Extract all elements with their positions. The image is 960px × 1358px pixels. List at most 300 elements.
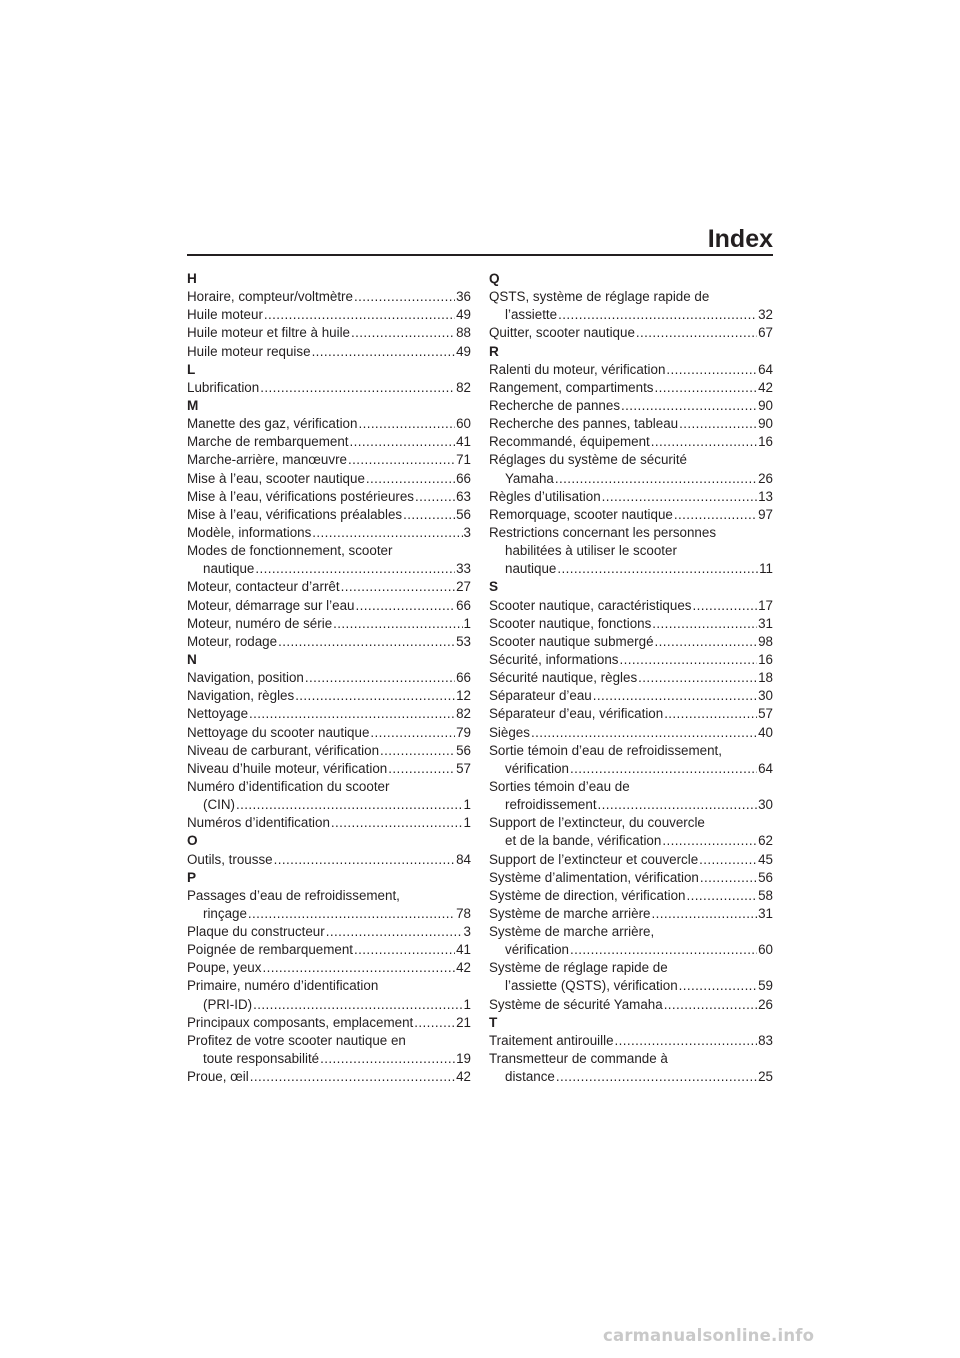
dot-leader xyxy=(354,288,455,306)
page-number: 11 xyxy=(759,561,773,577)
page-number: 56 xyxy=(758,869,773,885)
entry-label: Recherche de pannes xyxy=(489,397,621,413)
index-entry xyxy=(489,415,773,433)
entry-label: Support de l’extincteur et couvercle xyxy=(489,851,699,867)
index-entry xyxy=(187,724,471,742)
index-entry xyxy=(187,379,471,397)
dot-leader xyxy=(638,669,757,687)
dot-leader xyxy=(662,832,757,850)
entry-label: Modèle, informations xyxy=(187,524,312,540)
index-entry xyxy=(187,814,471,832)
entry-label: Scooter nautique, fonctions xyxy=(489,615,652,631)
index-entry xyxy=(489,361,773,379)
entry-label: Profitez de votre scooter nautique en xyxy=(187,1032,406,1048)
dot-leader xyxy=(666,361,757,379)
page-number: 31 xyxy=(758,615,773,631)
dot-leader xyxy=(558,306,757,324)
dot-leader xyxy=(664,996,757,1014)
page-number: 82 xyxy=(456,706,471,722)
index-entry-continued xyxy=(489,959,773,977)
index-letter-heading: L xyxy=(187,361,196,377)
index-entry xyxy=(187,996,471,1014)
index-entry-continued xyxy=(489,542,773,560)
index-entry-continued xyxy=(187,542,471,560)
page-number: 53 xyxy=(456,633,471,649)
entry-label: Sortie témoin d’eau de refroidissement, xyxy=(489,742,722,758)
index-entry xyxy=(489,433,773,451)
index-entry xyxy=(489,796,773,814)
index-entry xyxy=(187,288,471,306)
page-number: 57 xyxy=(758,706,773,722)
page-number: 17 xyxy=(758,597,773,613)
entry-label: Système d’alimentation, vérification xyxy=(489,869,699,885)
index-column-right xyxy=(489,270,773,1086)
index-entry xyxy=(187,687,471,705)
dot-leader xyxy=(278,633,455,651)
index-entry xyxy=(187,470,471,488)
index-column-left xyxy=(187,270,471,1086)
entry-label: l’assiette (QSTS), vérification xyxy=(505,978,678,994)
page-number: 49 xyxy=(456,343,471,359)
page-title: Index xyxy=(707,225,773,253)
index-entry-continued xyxy=(489,451,773,469)
entry-label: Huile moteur requise xyxy=(187,343,311,359)
dot-leader xyxy=(570,760,757,778)
entry-label: Poupe, yeux xyxy=(187,960,262,976)
page-number: 56 xyxy=(456,742,471,758)
index-entry xyxy=(489,470,773,488)
page-number: 60 xyxy=(758,942,773,958)
entry-label: Moteur, contacteur d’arrêt xyxy=(187,579,340,595)
page-number: 19 xyxy=(456,1051,471,1067)
page-number: 82 xyxy=(456,379,471,395)
entry-label: Moteur, numéro de série xyxy=(187,615,333,631)
dot-leader xyxy=(654,379,757,397)
index-entry xyxy=(187,923,471,941)
entry-label: Lubrification xyxy=(187,379,260,395)
dot-leader xyxy=(620,651,758,669)
entry-label: (PRI-ID) xyxy=(203,996,253,1012)
dot-leader xyxy=(366,470,455,488)
page-number: 3 xyxy=(463,924,471,940)
index-entry xyxy=(489,597,773,615)
page-number: 1 xyxy=(463,615,471,631)
entry-label: Sécurité nautique, règles xyxy=(489,670,638,686)
index-entry xyxy=(489,977,773,995)
page-number: 18 xyxy=(758,670,773,686)
entry-label: Plaque du constructeur xyxy=(187,924,325,940)
entry-label: refroidissement xyxy=(505,797,597,813)
entry-label: Traitement antirouille xyxy=(489,1032,614,1048)
page-number: 60 xyxy=(456,416,471,432)
index-entry xyxy=(489,905,773,923)
page-number: 62 xyxy=(758,833,773,849)
entry-label: Transmetteur de commande à xyxy=(489,1051,668,1067)
index-entry-continued xyxy=(489,742,773,760)
index-entry xyxy=(489,488,773,506)
entry-label: Navigation, position xyxy=(187,670,304,686)
index-entry xyxy=(187,742,471,760)
entry-label: vérification xyxy=(505,942,570,958)
dot-leader xyxy=(354,941,455,959)
index-entry-continued xyxy=(489,814,773,832)
dot-leader xyxy=(415,488,455,506)
index-entry xyxy=(489,851,773,869)
page-number: 64 xyxy=(758,760,773,776)
page-number: 63 xyxy=(456,488,471,504)
page-number: 3 xyxy=(463,524,471,540)
dot-leader xyxy=(531,724,757,742)
entry-label: Outils, trousse xyxy=(187,851,273,867)
index-entry-continued xyxy=(187,887,471,905)
page-number: 88 xyxy=(456,325,471,341)
dot-leader xyxy=(679,977,757,995)
page-number: 84 xyxy=(456,851,471,867)
page-number: 41 xyxy=(456,942,471,958)
dot-leader xyxy=(264,306,455,324)
index-entry xyxy=(489,560,773,578)
index-entry xyxy=(489,941,773,959)
index-entry xyxy=(187,524,471,542)
entry-label: Niveau de carburant, vérification xyxy=(187,742,380,758)
index-entry xyxy=(489,379,773,397)
dot-leader xyxy=(370,724,455,742)
entry-label: Niveau d’huile moteur, vérification xyxy=(187,760,388,776)
dot-leader xyxy=(351,324,455,342)
entry-label: Marche de rembarquement xyxy=(187,434,349,450)
index-letter-heading: Q xyxy=(489,271,500,286)
entry-label: et de la bande, vérification xyxy=(505,833,662,849)
index-entry xyxy=(187,343,471,361)
dot-leader xyxy=(679,415,757,433)
dot-leader xyxy=(260,379,455,397)
page-number: 30 xyxy=(758,688,773,704)
dot-leader xyxy=(555,470,757,488)
entry-label: Proue, œil xyxy=(187,1069,249,1085)
index-entry xyxy=(489,651,773,669)
page-number: 16 xyxy=(758,434,773,450)
entry-label: Système de marche arrière, xyxy=(489,924,655,940)
index-entry xyxy=(489,887,773,905)
entry-label: distance xyxy=(505,1069,555,1085)
page-number: 32 xyxy=(758,307,773,323)
index-entry-continued xyxy=(489,524,773,542)
page-number: 25 xyxy=(758,1069,773,1085)
entry-label: Remorquage, scooter nautique xyxy=(489,506,673,522)
dot-leader xyxy=(305,669,455,687)
entry-label: Nettoyage xyxy=(187,706,249,722)
page-number: 16 xyxy=(758,651,773,667)
page-number: 1 xyxy=(463,797,471,813)
entry-label: Navigation, règles xyxy=(187,688,295,704)
page-number: 66 xyxy=(456,597,471,613)
index-entry xyxy=(489,869,773,887)
dot-leader xyxy=(262,959,455,977)
index-entry xyxy=(187,560,471,578)
dot-leader xyxy=(380,742,455,760)
entry-label: Recommandé, équipement xyxy=(489,434,650,450)
dot-leader xyxy=(274,851,456,869)
page-number: 97 xyxy=(758,506,773,522)
entry-label: Poignée de rembarquement xyxy=(187,942,354,958)
dot-leader xyxy=(255,560,455,578)
page-number: 27 xyxy=(456,579,471,595)
page-number: 45 xyxy=(758,851,773,867)
dot-leader xyxy=(664,705,757,723)
index-entry xyxy=(187,433,471,451)
entry-label: Modes de fonctionnement, scooter xyxy=(187,543,393,559)
page-number: 90 xyxy=(758,397,773,413)
index-letter-heading: N xyxy=(187,651,197,667)
dot-leader xyxy=(655,633,758,651)
page-number: 56 xyxy=(456,506,471,522)
index-entry xyxy=(489,633,773,651)
entry-label: Numéro d’identification du scooter xyxy=(187,778,390,794)
dot-leader xyxy=(557,560,758,578)
dot-leader xyxy=(236,796,463,814)
index-entry xyxy=(187,451,471,469)
entry-label: Réglages du système de sécurité xyxy=(489,452,687,468)
index-entry xyxy=(187,905,471,923)
entry-label: Mise à l’eau, vérifications postérieures xyxy=(187,488,415,504)
page-number: 33 xyxy=(456,561,471,577)
dot-leader xyxy=(687,887,758,905)
dot-leader xyxy=(414,1014,455,1032)
page-number: 12 xyxy=(456,688,471,704)
entry-label: Restrictions concernant les personnes xyxy=(489,524,717,540)
page-number: 42 xyxy=(456,1069,471,1085)
index-letter-heading: T xyxy=(489,1014,498,1030)
index-entry xyxy=(489,832,773,850)
entry-label: Principaux composants, emplacement xyxy=(187,1014,414,1030)
entry-label: Yamaha xyxy=(505,470,554,486)
page-number: 79 xyxy=(456,724,471,740)
entry-label: Scooter nautique submergé xyxy=(489,633,654,649)
dot-leader xyxy=(598,796,758,814)
entry-label: Système de direction, vérification xyxy=(489,887,686,903)
page-number: 40 xyxy=(758,724,773,740)
entry-label: nautique xyxy=(505,561,557,577)
entry-label: Système de réglage rapide de xyxy=(489,960,668,976)
dot-leader xyxy=(350,433,456,451)
index-entry xyxy=(187,760,471,778)
entry-label: Sécurité, informations xyxy=(489,651,619,667)
dot-leader xyxy=(652,905,758,923)
entry-label: Rangement, compartiments xyxy=(489,379,654,395)
entry-label: Support de l’extincteur, du couvercle xyxy=(489,815,705,831)
index-entry xyxy=(187,705,471,723)
index-entry xyxy=(187,1050,471,1068)
index-entry xyxy=(489,724,773,742)
watermark: carmanualsonline.info xyxy=(603,1326,815,1345)
entry-label: Recherche des pannes, tableau xyxy=(489,416,679,432)
page-number: 21 xyxy=(456,1014,471,1030)
dot-leader xyxy=(636,324,757,342)
index-letter-heading: P xyxy=(187,869,197,885)
entry-label: Manette des gaz, vérification xyxy=(187,416,358,432)
page-number: 42 xyxy=(758,379,773,395)
index-entry xyxy=(489,506,773,524)
entry-label: QSTS, système de réglage rapide de xyxy=(489,289,710,305)
index-entry xyxy=(187,633,471,651)
dot-leader xyxy=(674,506,757,524)
entry-label: Mise à l’eau, vérifications préalables xyxy=(187,506,403,522)
dot-leader xyxy=(358,415,455,433)
page-number: 98 xyxy=(758,633,773,649)
page-number: 83 xyxy=(758,1032,773,1048)
index-entry-continued xyxy=(489,778,773,796)
index-entry xyxy=(489,324,773,342)
index-entry xyxy=(187,959,471,977)
entry-label: vérification xyxy=(505,760,570,776)
index-entry xyxy=(187,597,471,615)
page-number: 13 xyxy=(758,488,773,504)
dot-leader xyxy=(570,941,757,959)
entry-label: rinçage xyxy=(203,905,247,921)
index-entry-continued xyxy=(489,288,773,306)
entry-label: Sièges xyxy=(489,724,530,740)
entry-label: Scooter nautique, caractéristiques xyxy=(489,597,692,613)
page-number: 1 xyxy=(463,996,471,1012)
entry-label: l’assiette xyxy=(505,307,558,323)
dot-leader xyxy=(651,433,757,451)
index-letter-heading: M xyxy=(187,397,199,413)
dot-leader xyxy=(331,814,463,832)
index-entry-continued xyxy=(187,778,471,796)
index-entry xyxy=(187,796,471,814)
entry-label: Passages d’eau de refroidissement, xyxy=(187,887,400,903)
page-number: 58 xyxy=(758,887,773,903)
dot-leader xyxy=(249,705,455,723)
index-entry xyxy=(187,1068,471,1086)
dot-leader xyxy=(652,615,757,633)
entry-label: Système de marche arrière xyxy=(489,905,651,921)
dot-leader xyxy=(312,343,456,361)
entry-label: Règles d’utilisation xyxy=(489,488,601,504)
index-entry xyxy=(187,488,471,506)
index-entry xyxy=(187,851,471,869)
dot-leader xyxy=(312,524,462,542)
index-entry xyxy=(187,415,471,433)
dot-leader xyxy=(621,397,757,415)
page-number: 30 xyxy=(758,797,773,813)
page-number: 59 xyxy=(758,978,773,994)
entry-label: Horaire, compteur/voltmètre xyxy=(187,289,353,305)
entry-label: Quitter, scooter nautique xyxy=(489,325,635,341)
index-entry xyxy=(489,615,773,633)
title-rule xyxy=(187,254,773,256)
dot-leader xyxy=(388,760,455,778)
page-number: 67 xyxy=(758,325,773,341)
index-entry xyxy=(187,1014,471,1032)
entry-label: Huile moteur et filtre à huile xyxy=(187,325,350,341)
index-entry xyxy=(187,306,471,324)
entry-label: habilitées à utiliser le scooter xyxy=(505,543,677,559)
entry-label: (CIN) xyxy=(203,797,235,813)
dot-leader xyxy=(699,851,757,869)
page-number: 66 xyxy=(456,670,471,686)
dot-leader xyxy=(403,506,455,524)
page-number: 26 xyxy=(758,996,773,1012)
entry-label: Séparateur d’eau, vérification xyxy=(489,706,664,722)
dot-leader xyxy=(341,578,456,596)
entry-label: Nettoyage du scooter nautique xyxy=(187,724,370,740)
index-entry-continued xyxy=(489,923,773,941)
dot-leader xyxy=(692,597,757,615)
index-entry xyxy=(187,615,471,633)
index-entry xyxy=(489,669,773,687)
entry-label: Moteur, rodage xyxy=(187,633,278,649)
entry-label: Numéros d’identification xyxy=(187,815,330,831)
dot-leader xyxy=(615,1032,758,1050)
index-entry xyxy=(187,506,471,524)
index-entry-continued xyxy=(187,1032,471,1050)
page-number: 71 xyxy=(456,452,471,468)
index-entry xyxy=(187,578,471,596)
entry-label: Marche-arrière, manœuvre xyxy=(187,452,347,468)
page-number: 57 xyxy=(456,760,471,776)
dot-leader xyxy=(700,869,757,887)
index-letter-heading: H xyxy=(187,271,197,286)
index-letter-heading: R xyxy=(489,343,499,359)
entry-label: Mise à l’eau, scooter nautique xyxy=(187,470,365,486)
dot-leader xyxy=(348,451,455,469)
dot-leader xyxy=(602,488,757,506)
page-number: 1 xyxy=(463,815,471,831)
index-entry xyxy=(187,941,471,959)
dot-leader xyxy=(593,687,757,705)
entry-label: Moteur, démarrage sur l’eau xyxy=(187,597,355,613)
index-entry xyxy=(489,760,773,778)
page-number: 90 xyxy=(758,416,773,432)
index-entry xyxy=(187,669,471,687)
entry-label: Séparateur d’eau xyxy=(489,688,592,704)
page-number: 64 xyxy=(758,361,773,377)
entry-label: nautique xyxy=(203,561,255,577)
page-number: 31 xyxy=(758,905,773,921)
dot-leader xyxy=(333,615,462,633)
index-entry xyxy=(187,324,471,342)
page-number: 26 xyxy=(758,470,773,486)
dot-leader xyxy=(250,1068,455,1086)
index-entry xyxy=(489,1032,773,1050)
index-entry xyxy=(489,687,773,705)
entry-label: Huile moteur xyxy=(187,307,263,323)
page-number: 41 xyxy=(456,434,471,450)
dot-leader xyxy=(355,597,455,615)
index-entry xyxy=(489,1068,773,1086)
entry-label: Primaire, numéro d’identification xyxy=(187,978,379,994)
page-number: 78 xyxy=(456,905,471,921)
dot-leader xyxy=(253,996,462,1014)
index-letter-heading: S xyxy=(489,579,499,595)
index-entry xyxy=(489,397,773,415)
index-entry xyxy=(489,705,773,723)
page-number: 49 xyxy=(456,307,471,323)
index-entry-continued xyxy=(489,1050,773,1068)
entry-label: toute responsabilité xyxy=(203,1051,320,1067)
page-number: 36 xyxy=(456,289,471,305)
index-entry xyxy=(489,996,773,1014)
dot-leader xyxy=(556,1068,757,1086)
entry-label: Ralenti du moteur, vérification xyxy=(489,361,666,377)
index-entry-continued xyxy=(187,977,471,995)
dot-leader xyxy=(326,923,463,941)
entry-label: Système de sécurité Yamaha xyxy=(489,996,663,1012)
index-entry xyxy=(489,306,773,324)
page-number: 42 xyxy=(456,960,471,976)
entry-label: Sorties témoin d’eau de xyxy=(489,778,630,794)
